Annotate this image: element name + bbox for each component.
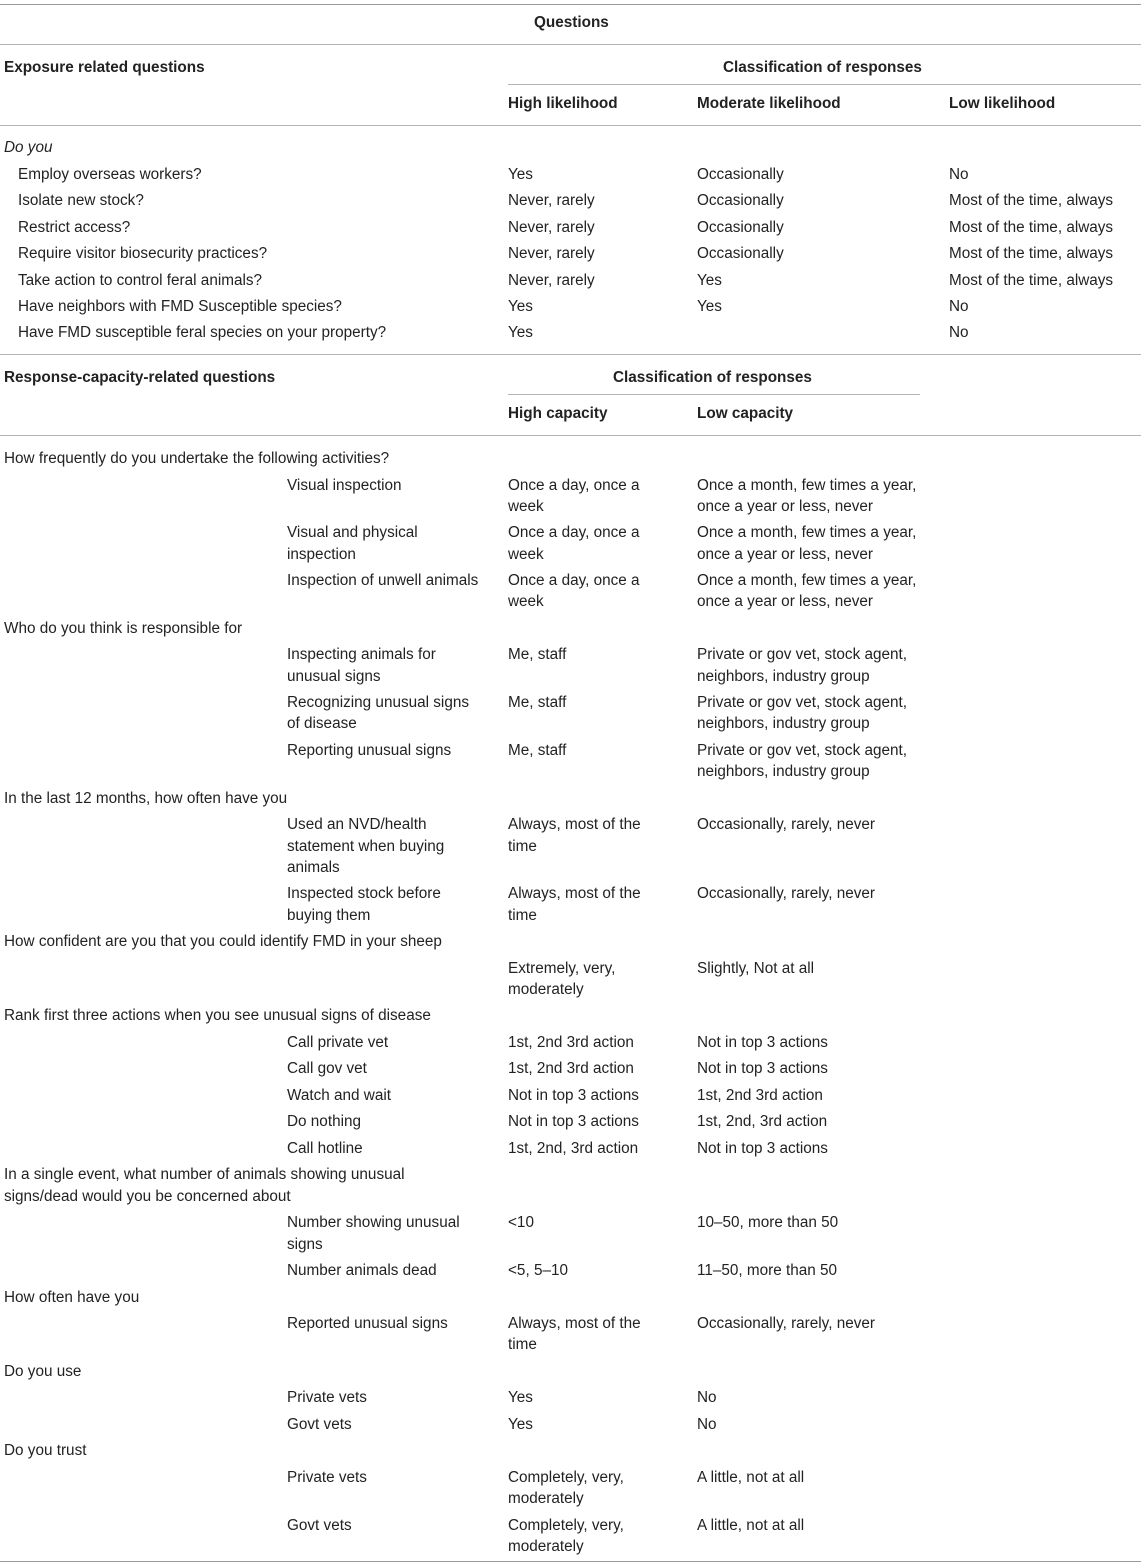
exposure-moderate-cell: Occasionally [697,245,784,262]
capacity-low-cell: Occasionally, rarely, never [697,816,875,833]
capacity-item: Inspection of unwell animals [287,572,479,589]
capacity-item: statement when buying [287,838,445,855]
capacity-item: signs [287,1236,323,1253]
capacity-high-cell: Once a day, once a [508,477,640,494]
capacity-low-cell: once a year or less, never [697,498,874,515]
capacity-high-cell: week [508,498,544,515]
capacity-item: Reported unusual signs [287,1315,448,1332]
capacity-high-cell: Once a day, once a [508,524,640,541]
capacity-low-cell: neighbors, industry group [697,668,870,685]
capacity-group-label: Rank first three actions when you see unusual signs of disease [4,1007,431,1024]
exposure-high-cell: Yes [508,166,533,183]
exposure-high-cell: Yes [508,298,533,315]
capacity-item: animals [287,859,340,876]
exposure-moderate-cell: Occasionally [697,219,784,236]
capacity-group-label: Do you use [4,1363,82,1380]
capacity-low-cell: Occasionally, rarely, never [697,885,875,902]
col-low-capacity: Low capacity [697,405,794,422]
exposure-question: Employ overseas workers? [18,166,202,183]
exposure-classification-rule [508,84,1141,85]
col-low-likelihood: Low likelihood [949,95,1056,112]
exposure-moderate-cell: Yes [697,272,722,289]
capacity-high-cell: Not in top 3 actions [508,1087,639,1104]
capacity-high-cell: Yes [508,1389,533,1406]
exposure-low-cell: No [949,298,969,315]
capacity-high-cell: <5, 5–10 [508,1262,568,1279]
capacity-classification-rule [508,394,920,395]
col-high-likelihood: High likelihood [508,95,618,112]
exposure-low-cell: No [949,324,969,341]
capacity-low-cell: Not in top 3 actions [697,1060,828,1077]
exposure-moderate-cell: Occasionally [697,166,784,183]
capacity-low-cell: neighbors, industry group [697,715,870,732]
exposure-low-cell: No [949,166,969,183]
capacity-item: Govt vets [287,1416,352,1433]
exposure-low-cell: Most of the time, always [949,192,1114,209]
capacity-low-cell: No [697,1416,717,1433]
capacity-low-cell: neighbors, industry group [697,763,870,780]
capacity-low-cell: Private or gov vet, stock agent, [697,742,908,759]
exposure-question: Have neighbors with FMD Susceptible species? [18,298,342,315]
capacity-high-cell: Always, most of the [508,1315,641,1332]
exposure-high-cell: Yes [508,324,533,341]
exposure-high-cell: Never, rarely [508,245,595,262]
exposure-heading: Exposure related questions [4,59,205,76]
exposure-question: Require visitor biosecurity practices? [18,245,268,262]
capacity-high-cell: Completely, very, [508,1469,624,1486]
capacity-item: unusual signs [287,668,381,685]
capacity-low-cell: Slightly, Not at all [697,960,815,977]
capacity-item: Private vets [287,1469,367,1486]
exposure-high-cell: Never, rarely [508,219,595,236]
capacity-group-label: signs/dead would you be concerned about [4,1188,291,1205]
exposure-question: Have FMD susceptible feral species on your property? [18,324,387,341]
capacity-low-cell: 1st, 2nd 3rd action [697,1087,823,1104]
capacity-low-cell: Once a month, few times a year, [697,572,917,589]
exposure-low-cell: Most of the time, always [949,272,1114,289]
capacity-low-cell: Once a month, few times a year, [697,477,917,494]
col-high-capacity: High capacity [508,405,608,422]
capacity-item: Number animals dead [287,1262,437,1279]
capacity-high-cell: moderately [508,1490,584,1507]
capacity-item: Number showing unusual [287,1214,460,1231]
capacity-low-cell: A little, not at all [697,1469,805,1486]
capacity-high-cell: time [508,1336,537,1353]
col-moderate-likelihood: Moderate likelihood [697,95,841,112]
exposure-high-cell: Never, rarely [508,272,595,289]
capacity-low-cell: 11–50, more than 50 [697,1262,838,1279]
capacity-high-cell: Once a day, once a [508,572,640,589]
capacity-item: Do nothing [287,1113,361,1130]
capacity-high-cell: Always, most of the [508,816,641,833]
capacity-item: Private vets [287,1389,367,1406]
exposure-high-cell: Never, rarely [508,192,595,209]
capacity-low-cell: Private or gov vet, stock agent, [697,694,908,711]
capacity-high-cell: Yes [508,1416,533,1433]
capacity-item: Call gov vet [287,1060,367,1077]
capacity-item: Used an NVD/health [287,816,427,833]
capacity-low-cell: Occasionally, rarely, never [697,1315,875,1332]
capacity-item: Call private vet [287,1034,389,1051]
capacity-item: Watch and wait [287,1087,392,1104]
capacity-low-cell: Not in top 3 actions [697,1034,828,1051]
capacity-classification-label: Classification of responses [613,369,812,386]
questions-title: Questions [534,14,609,31]
capacity-high-cell: moderately [508,1538,584,1555]
capacity-high-cell: week [508,593,544,610]
exposure-moderate-cell: Yes [697,298,722,315]
exposure-question: Take action to control feral animals? [18,272,263,289]
capacity-item: Inspected stock before [287,885,441,902]
capacity-item: of disease [287,715,357,732]
capacity-item: Visual inspection [287,477,402,494]
rule-below-title [0,44,1141,45]
rule-below-exposure [0,354,1141,355]
exposure-classification-label: Classification of responses [723,59,922,76]
exposure-group-label: Do you [4,139,53,156]
exposure-low-cell: Most of the time, always [949,245,1114,262]
capacity-group-label: How often have you [4,1289,140,1306]
capacity-high-cell: moderately [508,981,584,998]
capacity-high-cell: 1st, 2nd 3rd action [508,1034,634,1051]
exposure-low-cell: Most of the time, always [949,219,1114,236]
capacity-high-cell: Me, staff [508,694,567,711]
capacity-high-cell: 1st, 2nd, 3rd action [508,1140,639,1157]
capacity-item: Reporting unusual signs [287,742,452,759]
capacity-low-cell: 1st, 2nd, 3rd action [697,1113,828,1130]
top-rule [0,4,1141,5]
capacity-heading: Response-capacity-related questions [4,369,276,386]
capacity-high-cell: time [508,838,537,855]
capacity-high-cell: week [508,546,544,563]
capacity-item: Recognizing unusual signs [287,694,469,711]
capacity-low-cell: once a year or less, never [697,546,874,563]
capacity-low-cell: Private or gov vet, stock agent, [697,646,908,663]
exposure-question: Restrict access? [18,219,131,236]
capacity-high-cell: <10 [508,1214,534,1231]
capacity-low-cell: A little, not at all [697,1517,805,1534]
capacity-low-cell: Once a month, few times a year, [697,524,917,541]
capacity-high-cell: Me, staff [508,742,567,759]
capacity-high-cell: time [508,907,537,924]
rule-below-exposure-header [0,125,1141,126]
capacity-group-label: Who do you think is responsible for [4,620,243,637]
exposure-question: Isolate new stock? [18,192,144,209]
capacity-item: Call hotline [287,1140,363,1157]
capacity-low-cell: once a year or less, never [697,593,874,610]
capacity-group-label: How confident are you that you could identify FMD in your sheep [4,933,442,950]
capacity-low-cell: Not in top 3 actions [697,1140,828,1157]
capacity-high-cell: Me, staff [508,646,567,663]
capacity-high-cell: Completely, very, [508,1517,624,1534]
capacity-group-label: Do you trust [4,1442,87,1459]
capacity-item: Visual and physical [287,524,418,541]
capacity-high-cell: Extremely, very, [508,960,616,977]
capacity-group-label: How frequently do you undertake the following activities? [4,450,390,467]
capacity-high-cell: 1st, 2nd 3rd action [508,1060,634,1077]
capacity-item: Govt vets [287,1517,352,1534]
exposure-moderate-cell: Occasionally [697,192,784,209]
rule-below-capacity-header [0,435,1141,436]
capacity-group-label: In the last 12 months, how often have you [4,790,288,807]
capacity-low-cell: No [697,1389,717,1406]
capacity-item: inspection [287,546,356,563]
bottom-rule [0,1561,1141,1562]
capacity-item: buying them [287,907,371,924]
capacity-high-cell: Not in top 3 actions [508,1113,639,1130]
capacity-group-label: In a single event, what number of animals showing unusual [4,1166,405,1183]
capacity-high-cell: Always, most of the [508,885,641,902]
capacity-low-cell: 10–50, more than 50 [697,1214,839,1231]
capacity-item: Inspecting animals for [287,646,436,663]
